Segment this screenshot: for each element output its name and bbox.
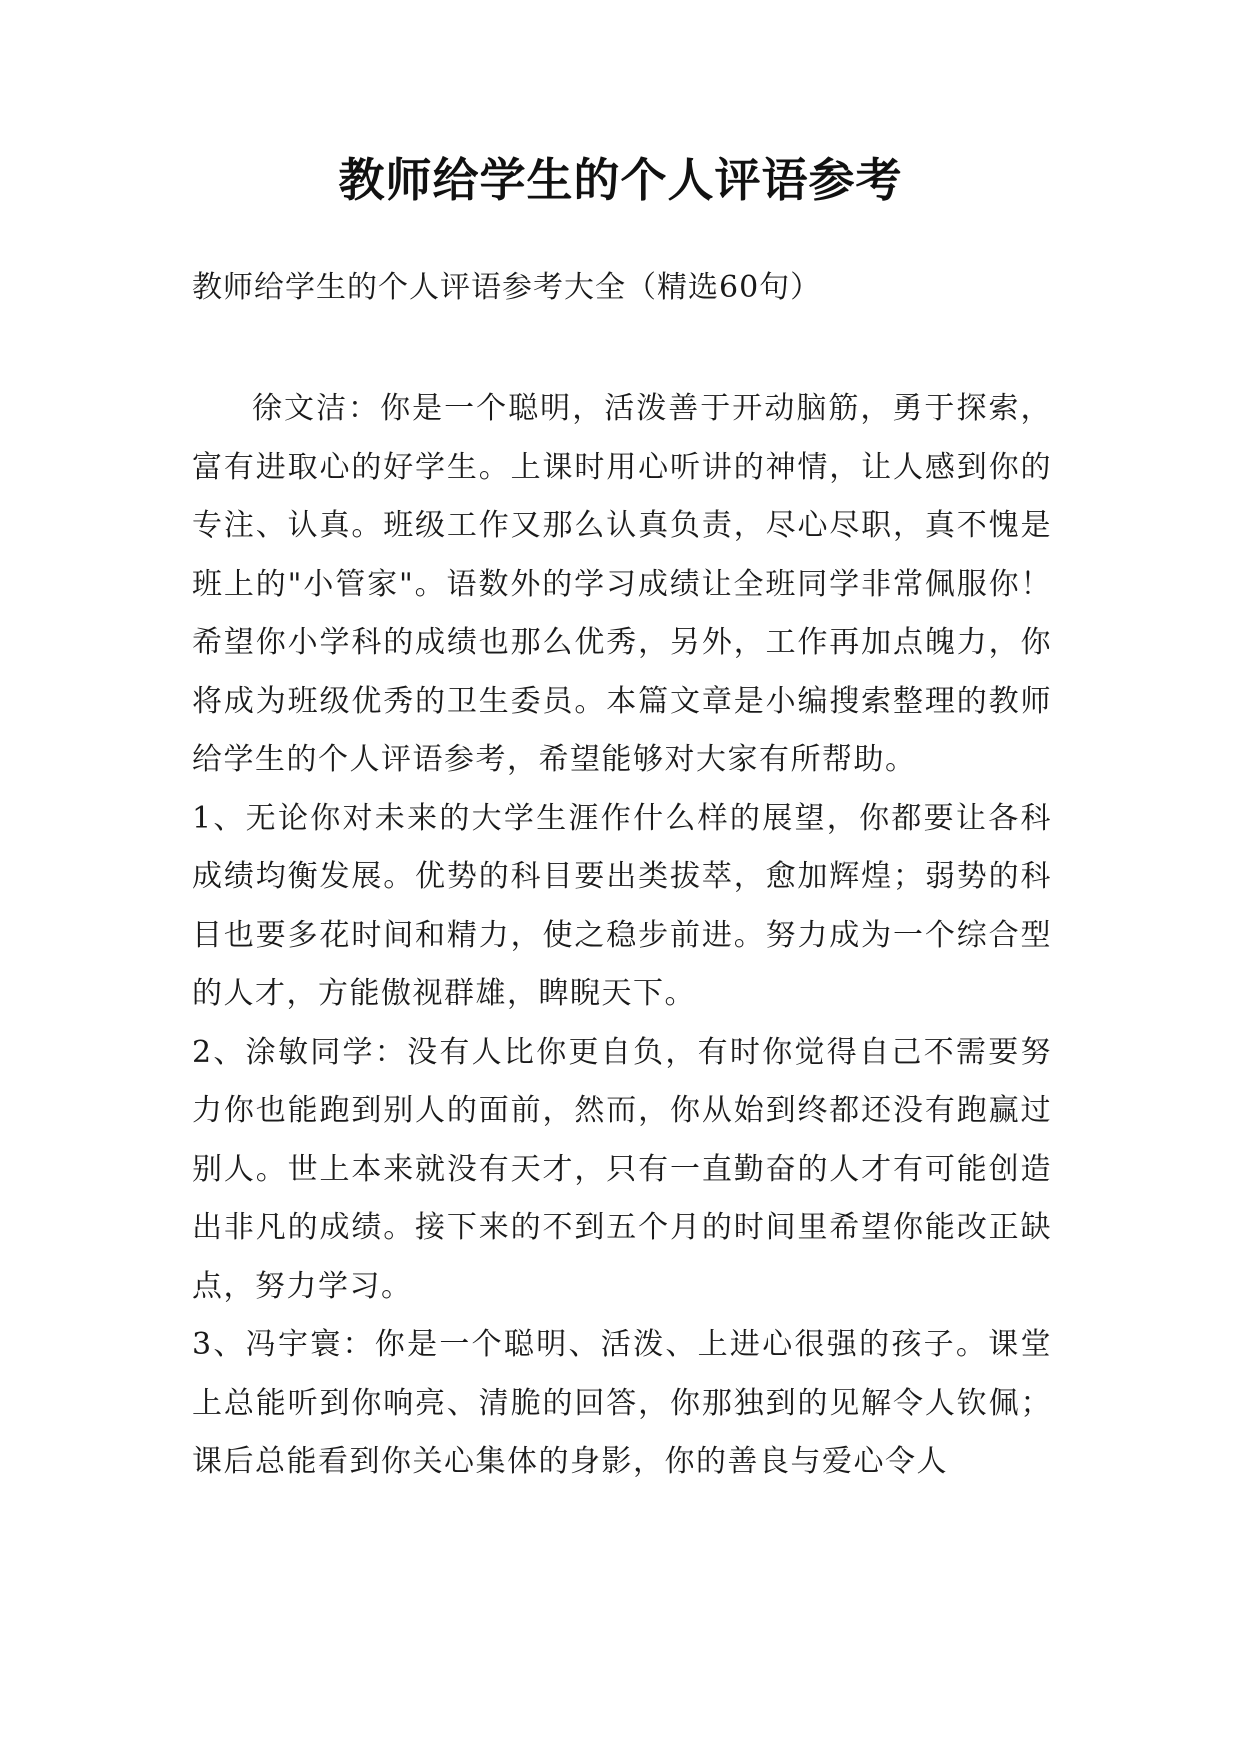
paragraph-item-1: 1、无论你对未来的大学生涯作什么样的展望，你都要让各科成绩均衡发展。优势的科目要出类拔萃，愈加辉煌；弱势的科目也要多花时间和精力，使之稳步前进。努力成为一个综合型的人才，方能傲视群雄，睥睨天下。 — [192, 800, 1052, 1011]
paragraph-intro: 徐文洁：你是一个聪明，活泼善于开动脑筋，勇于探索，富有进取心的好学生。上课时用心听讲的神情，让人感到你的专注、认真。班级工作又那么认真负责，尽心尽职，真不愧是班上的"小管家"。语数外的学习成绩让全班同学非常佩服你！希望你小学科的成绩也那么优秀，另外，工作再加点魄力，你将成为班级优秀的卫生委员。本篇文章是小编搜索整理的教师给学生的个人评语参考，希望能够对大家有所帮助。 — [192, 391, 1052, 777]
paragraph-item-2: 2、涂敏同学：没有人比你更自负，有时你觉得自己不需要努力你也能跑到别人的面前，然而，你从始到终都还没有跑赢过别人。世上本来就没有天才，只有一直勤奋的人才有可能创造出非凡的成绩。接下来的不到五个月的时间里希望你能改正缺点，努力学习。 — [192, 1034, 1052, 1304]
paragraph-item-3: 3、冯宇寰：你是一个聪明、活泼、上进心很强的孩子。课堂上总能听到你响亮、清脆的回答，你那独到的见解令人钦佩；课后总能看到你关心集体的身影，你的善良与爱心令人 — [192, 1327, 1052, 1479]
document-subtitle: 教师给学生的个人评语参考大全（精选60句） — [192, 270, 822, 305]
document-title: 教师给学生的个人评语参考 — [338, 153, 903, 207]
document-body — [192, 258, 1052, 1492]
